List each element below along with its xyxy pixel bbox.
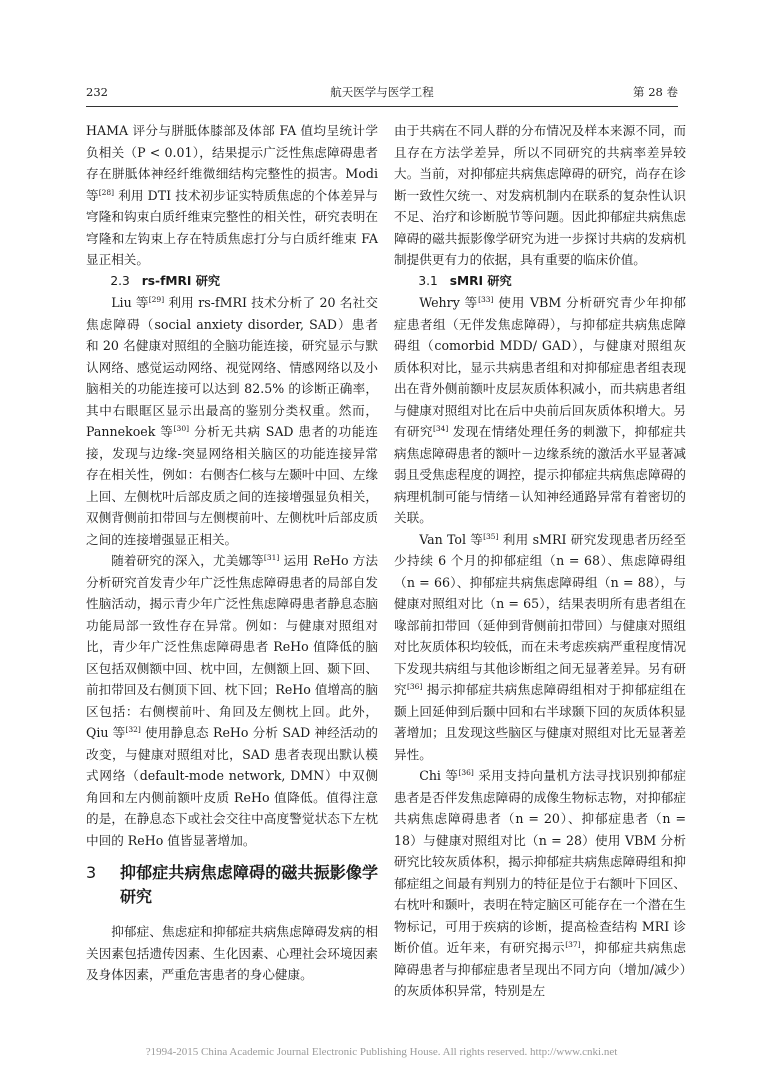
page-number: 232 xyxy=(86,85,108,99)
paragraph-comorbidity: 由于共病在不同人群的分布情况及样本来源不同，而且存在方法学差异，所以不同研究的共病率差异较大。当前，对抑郁症共病焦虑障碍的研究，尚存在诊断一致性欠统一、对发病机制内在联系的复杂性认识不足、治疗和诊断脱节等问题。因此抑郁症共病焦虑障碍的磁共振影像学研究为进一步探讨共病的发病机制提供更有力的依据，具有重要的临床价值。 xyxy=(394,123,686,267)
subsection-heading-3-1: 3.1 sMRI 研究 xyxy=(418,273,512,288)
citation: [35] xyxy=(483,531,499,541)
copyright-footer: ?1994-2015 China Academic Journal Electronic Publishing House. All rights reserved. http://www.cnki.net xyxy=(145,1046,618,1058)
citation: [34] xyxy=(432,424,449,433)
paragraph-reho: 随着研究的深入，尤美娜等[31] 运用 ReHo 方法分析研究首发青少年广泛性焦虑障碍患者的局部自发性脑活动，揭示青少年广泛性焦虑障碍患者静息态脑功能局部一致性存在异常。例如：与健康对照组对比，青少年广泛性焦虑障碍患者 ReHo 值降低的脑区包括双侧额中回、枕中回，左侧额上回、颞下回、前扣带回及右侧顶下回、枕下回；ReHo 值增高的脑区包括：右侧楔前叶、角回及左侧枕上回。此外，Qiu 等[32] 使用静息态 ReHo 分析 SAD 神经活动的改变，与健康对照组对比，SAD 患者表现出默认模式网络（default-mode network, DMN）中双侧角回和左内侧前额叶皮质 ReHo 值降低。值得注意的是，在静息态下或社会交往中高度警觉状态下左枕中回的 ReHo 值皆显著增加。 xyxy=(86,553,378,848)
volume-label: 第 28 卷 xyxy=(633,85,678,99)
paragraph-liu: Liu 等[29] 利用 rs-fMRI 技术分析了 20 名社交焦虑障碍（social anxiety disorder, SAD）患者和 20 名健康对照组的全脑功能连接，研究显示与默认网络、感觉运动网络、视觉网络、情感网络以及小脑相关的功能连接可以达到 82.5% 的诊断正确率，其中右眼眶区显示出最高的鉴别分类权重。然而，Pannekoek 等[30] 分析无共病 SAD 患者的功能连接，发现与边缘-突显网络相关脑区的功能连接异常存在相关性，例如：右侧杏仁核与左颞叶中回、左缘上回、左侧枕叶后部皮质之间的连接增强显负相关，双侧背侧前扣带回与左侧楔前叶、左侧枕叶后部皮质之间的连接增强显正相关。 xyxy=(86,295,378,547)
running-header xyxy=(86,84,678,100)
citation: [36] xyxy=(406,682,423,691)
citation: [33] xyxy=(478,295,494,304)
journal-title: 航天医学与医学工程 xyxy=(330,85,434,99)
paragraph-section3-intro: 抑郁症、焦虑症和抑郁症共病焦虑障碍发病的相关因素包括遗传因素、生化因素、心理社会环境因素及身体因素，严重危害患者的身心健康。 xyxy=(86,924,378,982)
right-column xyxy=(394,120,686,1002)
paragraph-dti-continued: HAMA 评分与胼胝体膝部及体部 FA 值均呈统计学负相关（P < 0.01），结果提示广泛性焦虑障碍患者存在胼胝体神经纤维微细结构完整性的损害。Modi 等[28] 利用 DTI 技术初步证实特质焦虑的个体差异与穹隆和钩束白质纤维束完整性的相关性，研究表明在穹隆和左钩束上存在特质焦虑打分与白质纤维束 FA 显正相关。 xyxy=(86,123,379,267)
paragraph-wehry: Wehry 等[33] 使用 VBM 分析研究青少年抑郁症患者组（无伴发焦虑障碍），与抑郁症共病焦虑障碍组（comorbid MDD/ GAD），与健康对照组灰质体积对比，显示共病患者组和对抑郁症患者组表现出在背外侧前额叶皮层灰质体积减小，而共病患者组与健康对照组对比在后中央前后回灰质体积增大。另有研究[34] 发现在情绪处理任务的刺激下，抑郁症共病焦虑障碍患者的额叶－边缘系统的激活水平显著减弱且受焦虑程度的调控，提示抑郁症共病焦虑障碍的病理机制可能与情绪－认知神经通路异常有着密切的关联。 xyxy=(394,295,687,525)
citation: [32] xyxy=(125,725,141,734)
citation: [31] xyxy=(263,553,280,562)
left-column xyxy=(86,120,378,986)
citation: [29] xyxy=(148,295,165,304)
subsection-heading-2-3: 2.3 rs-fMRI 研究 xyxy=(110,273,221,288)
paragraph-chi: Chi 等[36] 采用支持向量机方法寻找识别抑郁症患者是否伴发焦虑障碍的成像生物标志物，对抑郁症共病焦虑障碍患者（n = 20）、抑郁症患者（n = 18）与健康对照组对比（n = 28）使用 VBM 分析研究比较灰质体积，揭示抑郁症共病焦虑障碍组和抑郁症组之间最有判别力的特征是位于右额叶下回区、右枕叶和颞叶，表明在特定脑区可能存在一个潜在生物标记，可用于疾病的诊断，提高检查结构 MRI 诊断价值。近年来，有研究揭示[37]，抑郁症共病焦虑障碍患者与抑郁症患者呈现出不同方向（增加/减少）的灰质体积异常，特别是左 xyxy=(394,768,687,998)
citation: [28] xyxy=(98,187,115,197)
section-heading-3: 3 抑郁症共病焦虑障碍的磁共振影像学研究 xyxy=(86,863,378,906)
citation: [30] xyxy=(173,424,190,433)
paragraph-van-tol: Van Tol 等[35] 利用 sMRI 研究发现患者历经至少持续 6 个月的抑郁症组（n = 68）、焦虑障碍组（n = 66）、抑郁症共病焦虑障碍组（n = 88），与健康对照组对比（n = 65），结果表明所有患者组在喙部前扣带回（延伸到背侧前扣带回）与健康对照组对比灰质体积均较低，而在未考虑疾病严重程度情况下发现共病组与其他诊断组之间无显著差异。另有研究[36] 揭示抑郁症共病焦虑障碍组相对于抑郁症组在颞上回延伸到后颞中回和右半球颞下回的灰质体积显著增加；且发现这些脑区与健康对照组对比无显著差异性。 xyxy=(394,531,686,762)
citation: [36] xyxy=(458,768,474,777)
citation: [37] xyxy=(565,940,581,949)
header-rule xyxy=(86,106,678,107)
